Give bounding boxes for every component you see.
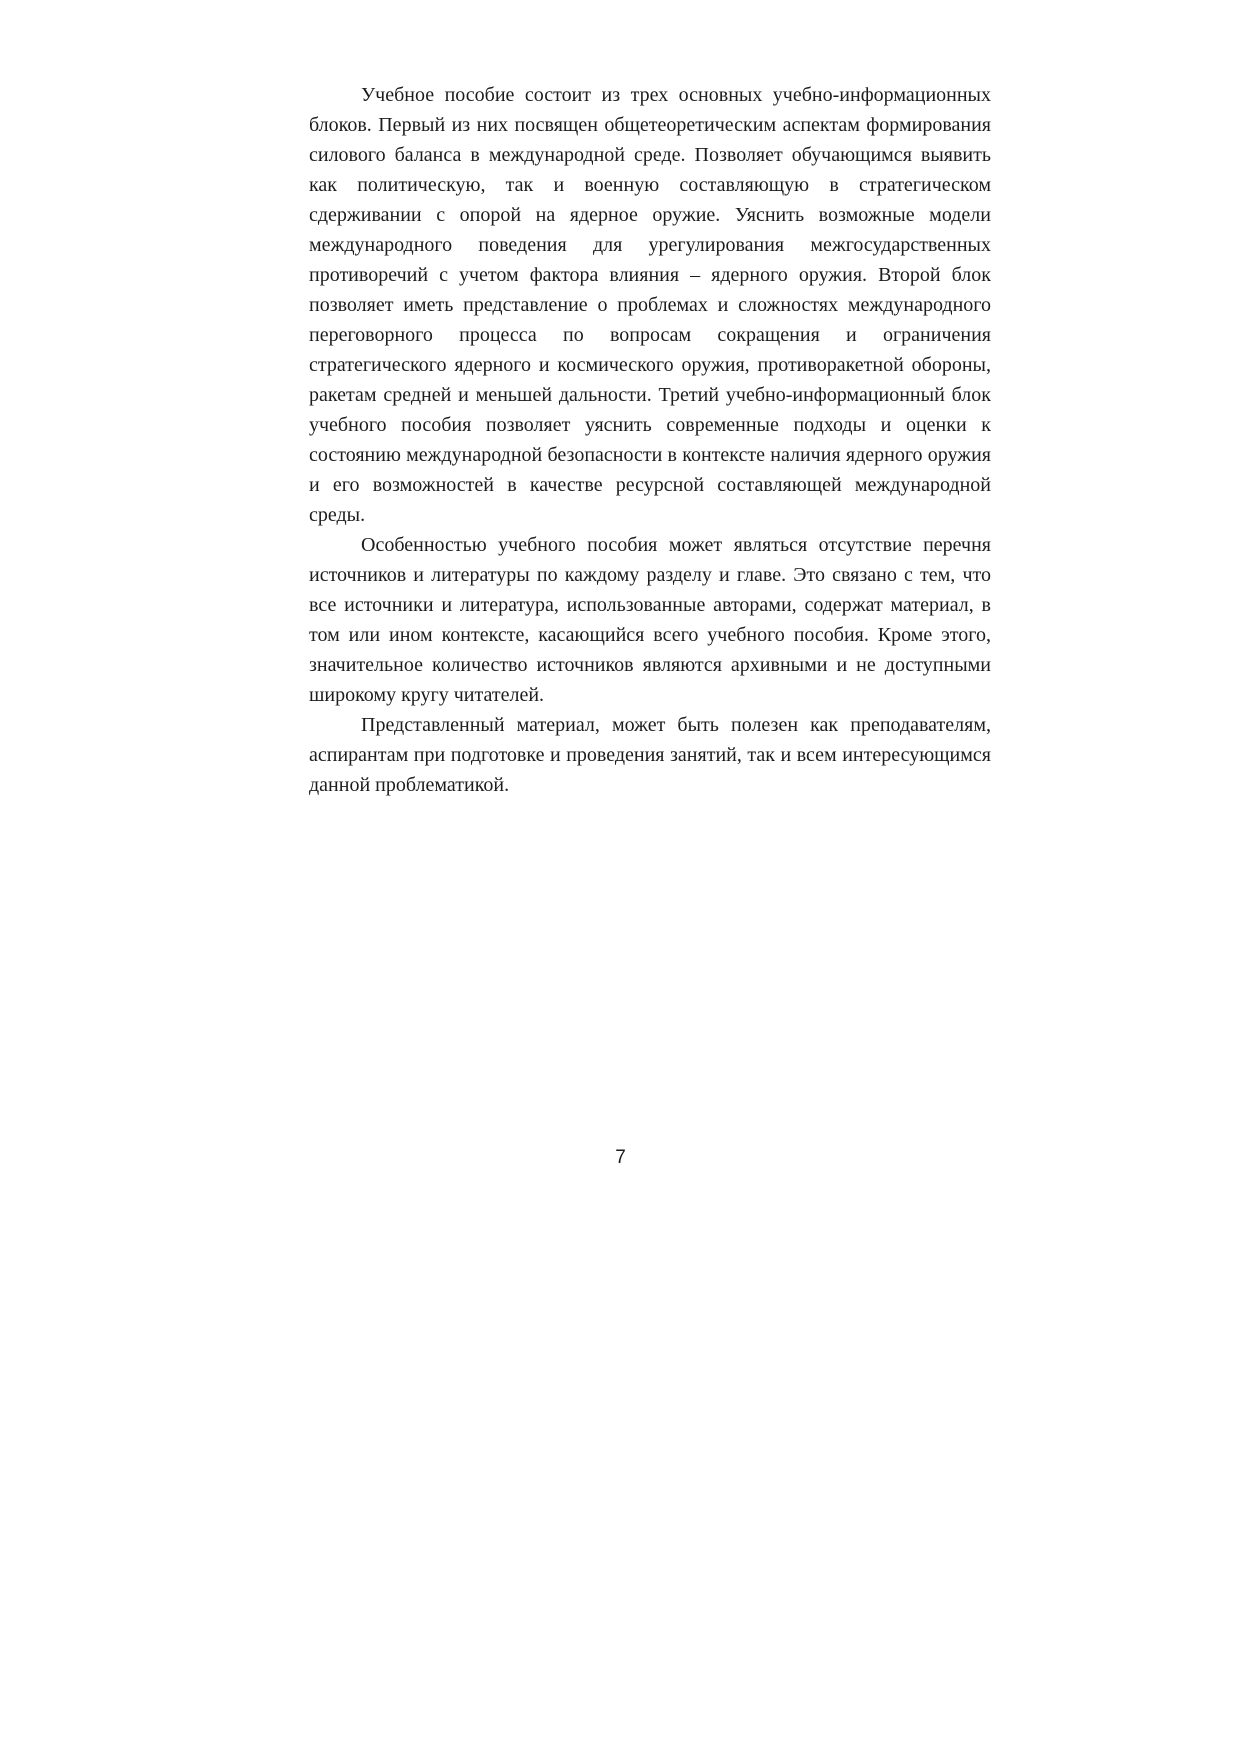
body-text	[309, 80, 991, 800]
paragraph-2: Особенностью учебного пособия может являться отсутствие перечня источников и литературы по каждому разделу и главе. Это связано с тем, что все источники и литература, использованные авторами, содержат материал, в том или ином контексте, касающийся всего учебного пособия. Кроме этого, значительное количество источников являются архивными и не доступными широкому кругу читателей.	[309, 534, 991, 706]
paragraph-3: Представленный материал, может быть полезен как преподавателям, аспирантам при подготовке и проведения занятий, так и всем интересующимся данной проблематикой.	[309, 714, 991, 796]
paragraph-1: Учебное пособие состоит из трех основных учебно-информационных блоков. Первый из них посвящен общетеоретическим аспектам формирования силового баланса в международной среде. Позволяет обучающимся выявить как политическую, так и военную составляющую в стратегическом сдерживании с опорой на ядерное оружие. Уяснить возможные модели международного поведения для урегулирования межгосударственных противоречий с учетом фактора влияния – ядерного оружия. Второй блок позволяет иметь представление о проблемах и сложностях международного переговорного процесса по вопросам сокращения и ограничения стратегического ядерного и космического оружия, противоракетной обороны, ракетам средней и меньшей дальности. Третий учебно-информационный блок учебного пособия позволяет уяснить современные подходы и оценки к состоянию международной безопасности в контексте наличия ядерного оружия и его возможностей в качестве ресурсной составляющей международной среды.	[309, 84, 991, 526]
page-number: 7	[615, 1147, 626, 1168]
